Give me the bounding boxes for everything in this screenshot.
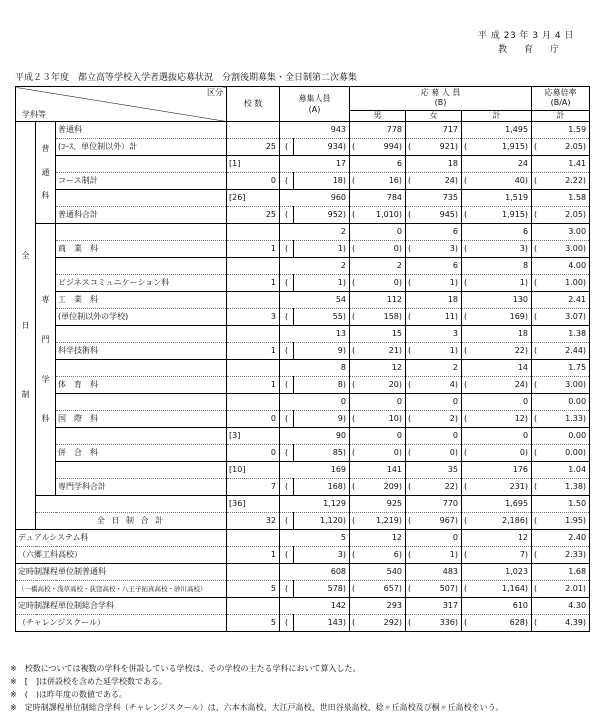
header-schools: 校 数 bbox=[227, 87, 280, 122]
row-label-main: 国 際 科 bbox=[56, 411, 227, 428]
recruit-value: 608 bbox=[280, 564, 350, 581]
prev-year-value: ( 945) bbox=[406, 207, 462, 224]
school-bracket: [26] bbox=[227, 190, 280, 207]
recruit-value: 2 bbox=[280, 258, 350, 275]
prev-year-value: ( 21) bbox=[350, 343, 406, 360]
row-label bbox=[56, 428, 227, 445]
recruit-prev-paren: ( bbox=[280, 139, 294, 156]
table-row bbox=[16, 190, 590, 207]
prev-year-value: ( 16) bbox=[350, 173, 406, 190]
female-value: 0 bbox=[406, 530, 462, 547]
recruit-value: 1,129 bbox=[280, 496, 350, 513]
school-count: 1 bbox=[227, 547, 280, 564]
prev-year-value: ( 2.33) bbox=[532, 547, 590, 564]
table-row-prev bbox=[16, 479, 590, 496]
prev-year-value: ( 0) bbox=[350, 241, 406, 258]
row-label-main: 併 合 科 bbox=[56, 445, 227, 462]
school-count: 25 bbox=[227, 139, 280, 156]
footnote: ※ 定時制課程単位制総合学科（チャレンジスクール）は、六本木高校、大江戸高校、世田谷泉高校、稔ヶ丘高校及び桐ヶ丘高校をいう。 bbox=[10, 703, 504, 712]
table-row-prev bbox=[16, 411, 590, 428]
prev-year-value: ( 2.44) bbox=[532, 343, 590, 360]
header-kubun: 区分 bbox=[207, 88, 224, 97]
female-value: 6 bbox=[406, 224, 462, 241]
table-row-prev bbox=[16, 377, 590, 394]
recruit-prev-paren: ( bbox=[280, 411, 294, 428]
ratio-value: 1.50 bbox=[532, 496, 590, 513]
table-row bbox=[16, 428, 590, 445]
table-row bbox=[16, 122, 590, 139]
ratio-value: 4.30 bbox=[532, 598, 590, 615]
footnotes bbox=[10, 662, 504, 714]
row-label-main: （チャレンジスクール） bbox=[16, 615, 227, 632]
school-count: 3 bbox=[227, 309, 280, 326]
footnote: ※ 校数については複数の学科を併設している学校は、その学校の主たる学科において算入した。 bbox=[10, 664, 361, 673]
school-count: 0 bbox=[227, 411, 280, 428]
prev-year-value: ( 1,915) bbox=[462, 139, 532, 156]
school-bracket bbox=[227, 530, 280, 547]
prev-year-value: ( 1.38) bbox=[532, 479, 590, 496]
male-value: 925 bbox=[350, 496, 406, 513]
table-row-prev bbox=[16, 173, 590, 190]
header-male: 男 bbox=[350, 110, 406, 121]
total-value: 176 bbox=[462, 462, 532, 479]
school-count: 1 bbox=[227, 343, 280, 360]
table-row bbox=[16, 530, 590, 547]
prev-year-value: ( 1) bbox=[406, 343, 462, 360]
prev-year-value: 1) bbox=[294, 241, 350, 258]
school-bracket bbox=[227, 394, 280, 411]
prev-year-value: ( 1,164) bbox=[462, 581, 532, 598]
prev-year-value: ( 1,915) bbox=[462, 207, 532, 224]
ratio-value: 3.00 bbox=[532, 224, 590, 241]
document-title: 平成２３年度 都立高等学校入学者選抜応募状況 分割後期募集・全日制第二次募集 bbox=[15, 73, 358, 83]
prev-year-value: ( 1,219) bbox=[350, 513, 406, 530]
table-row bbox=[16, 258, 590, 275]
school-count: 32 bbox=[227, 513, 280, 530]
school-bracket: [1] bbox=[227, 156, 280, 173]
table-row bbox=[16, 462, 590, 479]
ratio-value: 1.38 bbox=[532, 326, 590, 343]
header-kubun-cell bbox=[16, 87, 227, 122]
row-label bbox=[56, 224, 227, 241]
prev-year-value: ( 994) bbox=[350, 139, 406, 156]
school-count: 5 bbox=[227, 581, 280, 598]
prev-year-value: ( 3.07) bbox=[532, 309, 590, 326]
prev-year-value: ( 0) bbox=[350, 275, 406, 292]
prev-year-value: 168) bbox=[294, 479, 350, 496]
male-value: 141 bbox=[350, 462, 406, 479]
prev-year-value: ( 921) bbox=[406, 139, 462, 156]
recruit-prev-paren: ( bbox=[280, 275, 294, 292]
male-value: 112 bbox=[350, 292, 406, 309]
recruit-value: 142 bbox=[280, 598, 350, 615]
prev-year-value: ( 0) bbox=[350, 445, 406, 462]
male-value: 778 bbox=[350, 122, 406, 139]
male-value: 2 bbox=[350, 258, 406, 275]
table-row-prev bbox=[16, 581, 590, 598]
row-label-main: 商 業 科 bbox=[56, 241, 227, 258]
prev-year-value: ( 2,186) bbox=[462, 513, 532, 530]
prev-year-value: 9) bbox=[294, 343, 350, 360]
row-label: 定時制課程単位制普通科 bbox=[16, 564, 227, 581]
row-label: 工 業 科 bbox=[56, 292, 227, 309]
table-row bbox=[16, 360, 590, 377]
row-label bbox=[56, 360, 227, 377]
prev-year-value: 1,120) bbox=[294, 513, 350, 530]
ratio-value: 0.00 bbox=[532, 394, 590, 411]
row-label-main: ビジネスコミュニケーション科 bbox=[56, 275, 227, 292]
table-row bbox=[16, 496, 590, 513]
prev-year-value: ( 2.05) bbox=[532, 139, 590, 156]
row-label bbox=[56, 190, 227, 207]
header-total: 計 bbox=[462, 110, 532, 121]
prev-year-value: 55) bbox=[294, 309, 350, 326]
female-value: 770 bbox=[406, 496, 462, 513]
recruit-value: 54 bbox=[280, 292, 350, 309]
female-value: 3 bbox=[406, 326, 462, 343]
female-value: 6 bbox=[406, 258, 462, 275]
prev-year-value: 3) bbox=[294, 547, 350, 564]
prev-year-value: ( 169) bbox=[462, 309, 532, 326]
row-label-main: 科学技術科 bbox=[56, 343, 227, 360]
female-value: 35 bbox=[406, 462, 462, 479]
ratio-value: 2.41 bbox=[532, 292, 590, 309]
prev-year-value: ( 22) bbox=[406, 479, 462, 496]
prev-year-value: ( 4) bbox=[406, 377, 462, 394]
recruit-prev-paren: ( bbox=[280, 173, 294, 190]
prev-year-value: 18) bbox=[294, 173, 350, 190]
recruit-prev-paren: ( bbox=[280, 615, 294, 632]
table-row bbox=[16, 156, 590, 173]
row-label-main: 普通科合計 bbox=[56, 207, 227, 224]
prev-year-value: ( 0) bbox=[406, 445, 462, 462]
prev-year-value: ( 10) bbox=[350, 411, 406, 428]
prev-year-value: ( 507) bbox=[406, 581, 462, 598]
prev-year-value: 8) bbox=[294, 377, 350, 394]
prev-year-value: ( 1.33) bbox=[532, 411, 590, 428]
female-value: 0 bbox=[406, 428, 462, 445]
male-value: 0 bbox=[350, 224, 406, 241]
school-bracket: [36] bbox=[227, 496, 280, 513]
recruit-value: 13 bbox=[280, 326, 350, 343]
total-value: 0 bbox=[462, 394, 532, 411]
prev-year-value: 9) bbox=[294, 411, 350, 428]
school-count: 7 bbox=[227, 479, 280, 496]
total-value: 12 bbox=[462, 530, 532, 547]
total-value: 8 bbox=[462, 258, 532, 275]
row-label bbox=[36, 496, 227, 513]
prev-year-value: 952) bbox=[294, 207, 350, 224]
prev-year-value: ( 7) bbox=[462, 547, 532, 564]
table-row-prev bbox=[16, 547, 590, 564]
table-row bbox=[16, 326, 590, 343]
row-label-main: 全 日 制 合 計 bbox=[36, 513, 227, 530]
prev-year-value: ( 1.95) bbox=[532, 513, 590, 530]
school-bracket bbox=[227, 564, 280, 581]
male-value: 293 bbox=[350, 598, 406, 615]
footnote: ※ ( )は昨年度の数値である。 bbox=[10, 690, 127, 699]
prev-year-value: ( 628) bbox=[462, 615, 532, 632]
recruit-value: 5 bbox=[280, 530, 350, 547]
prev-year-value: ( 2.01) bbox=[532, 581, 590, 598]
prev-year-value: ( 40) bbox=[462, 173, 532, 190]
row-label-main: 専門学科合計 bbox=[56, 479, 227, 496]
prev-year-value: ( 336) bbox=[406, 615, 462, 632]
prev-year-value: ( 12) bbox=[462, 411, 532, 428]
prev-year-value: ( 1.00) bbox=[532, 275, 590, 292]
prev-year-value: ( 967) bbox=[406, 513, 462, 530]
recruit-value: 8 bbox=[280, 360, 350, 377]
prev-year-value: ( 209) bbox=[350, 479, 406, 496]
prev-year-value: 143) bbox=[294, 615, 350, 632]
row-label-main: コース制計 bbox=[56, 173, 227, 190]
row-label-main: （六郷工科高校） bbox=[16, 547, 227, 564]
prev-year-value: ( 20) bbox=[350, 377, 406, 394]
recruit-value: 960 bbox=[280, 190, 350, 207]
row-label-main: (ｺｰｽ、単位制以外）計 bbox=[56, 139, 227, 156]
school-bracket bbox=[227, 258, 280, 275]
table-row-prev bbox=[16, 343, 590, 360]
header-ratio-total: 計 bbox=[532, 110, 590, 121]
school-bracket bbox=[227, 224, 280, 241]
female-value: 18 bbox=[406, 292, 462, 309]
school-bracket bbox=[227, 360, 280, 377]
prev-year-value: ( 231) bbox=[462, 479, 532, 496]
recruit-value: 943 bbox=[280, 122, 350, 139]
ratio-value: 0.00 bbox=[532, 428, 590, 445]
prev-year-value: ( 4.39) bbox=[532, 615, 590, 632]
ratio-value: 1.68 bbox=[532, 564, 590, 581]
side-label-zennichisei: 全 日 制 bbox=[16, 122, 36, 530]
male-value: 12 bbox=[350, 360, 406, 377]
prev-year-value: ( 24) bbox=[462, 377, 532, 394]
prev-year-value: ( 11) bbox=[406, 309, 462, 326]
table-row-prev bbox=[16, 207, 590, 224]
row-label-main: 体 育 科 bbox=[56, 377, 227, 394]
footnote: ※ [ ]は併設校を含めた延学校数である。 bbox=[10, 677, 167, 686]
school-count: 5 bbox=[227, 615, 280, 632]
prev-year-value: ( 657) bbox=[350, 581, 406, 598]
total-value: 0 bbox=[462, 428, 532, 445]
prev-year-value: ( 1) bbox=[406, 275, 462, 292]
school-bracket bbox=[227, 292, 280, 309]
table-row-prev bbox=[16, 309, 590, 326]
header-oubo: 応 募 人 員 (B) bbox=[350, 87, 532, 111]
male-value: 0 bbox=[350, 394, 406, 411]
school-bracket: [3] bbox=[227, 428, 280, 445]
male-value: 784 bbox=[350, 190, 406, 207]
table-row-prev bbox=[16, 615, 590, 632]
prev-year-value: ( 3) bbox=[462, 241, 532, 258]
prev-year-value: ( 158) bbox=[350, 309, 406, 326]
prev-year-value: ( 3.00) bbox=[532, 377, 590, 394]
table-row-prev bbox=[16, 139, 590, 156]
ratio-value: 1.75 bbox=[532, 360, 590, 377]
row-label: 定時制課程単位制総合学科 bbox=[16, 598, 227, 615]
prev-year-value: ( 1,010) bbox=[350, 207, 406, 224]
prev-year-value: ( 22) bbox=[462, 343, 532, 360]
recruit-value: 90 bbox=[280, 428, 350, 445]
school-count: 1 bbox=[227, 377, 280, 394]
ratio-value: 1.04 bbox=[532, 462, 590, 479]
table-row-prev bbox=[16, 275, 590, 292]
prev-year-value: ( 24) bbox=[406, 173, 462, 190]
school-count: 0 bbox=[227, 173, 280, 190]
prev-year-value: ( 6) bbox=[350, 547, 406, 564]
school-count: 25 bbox=[227, 207, 280, 224]
table-row-prev bbox=[16, 445, 590, 462]
table-row bbox=[16, 394, 590, 411]
issuing-organization: 教育庁 bbox=[498, 45, 577, 55]
recruit-prev-paren: ( bbox=[280, 309, 294, 326]
school-count: 1 bbox=[227, 241, 280, 258]
recruit-value: 0 bbox=[280, 394, 350, 411]
row-label: デュアルシステム科 bbox=[16, 530, 227, 547]
prev-year-value: 1) bbox=[294, 275, 350, 292]
side-label-futsuka: 普 通 科 bbox=[36, 122, 56, 224]
total-value: 1,495 bbox=[462, 122, 532, 139]
male-value: 540 bbox=[350, 564, 406, 581]
header-boshu: 募集人員 (A) bbox=[280, 87, 350, 122]
ratio-value: 2.40 bbox=[532, 530, 590, 547]
prev-year-value: 85) bbox=[294, 445, 350, 462]
total-value: 6 bbox=[462, 224, 532, 241]
row-label bbox=[56, 462, 227, 479]
female-value: 483 bbox=[406, 564, 462, 581]
prev-year-value: ( 3.00) bbox=[532, 241, 590, 258]
recruit-prev-paren: ( bbox=[280, 581, 294, 598]
ratio-value: 4.00 bbox=[532, 258, 590, 275]
row-label-main: (単位制以外の学校) bbox=[56, 309, 227, 326]
total-value: 1,519 bbox=[462, 190, 532, 207]
table-row bbox=[16, 564, 590, 581]
row-label: 普通科 bbox=[56, 122, 227, 139]
male-value: 12 bbox=[350, 530, 406, 547]
table-row bbox=[16, 598, 590, 615]
female-value: 0 bbox=[406, 394, 462, 411]
header-gakka: 学科等 bbox=[22, 110, 46, 119]
row-label bbox=[56, 258, 227, 275]
prev-year-value: ( 1) bbox=[406, 547, 462, 564]
recruit-value: 169 bbox=[280, 462, 350, 479]
recruit-prev-paren: ( bbox=[280, 445, 294, 462]
table-row-prev bbox=[16, 241, 590, 258]
recruit-value: 2 bbox=[280, 224, 350, 241]
total-value: 18 bbox=[462, 326, 532, 343]
male-value: 0 bbox=[350, 428, 406, 445]
school-bracket bbox=[227, 122, 280, 139]
recruit-prev-paren: ( bbox=[280, 513, 294, 530]
school-bracket bbox=[227, 598, 280, 615]
school-count: 1 bbox=[227, 275, 280, 292]
total-value: 14 bbox=[462, 360, 532, 377]
table-row bbox=[16, 292, 590, 309]
recruit-prev-paren: ( bbox=[280, 241, 294, 258]
total-value: 1,023 bbox=[462, 564, 532, 581]
ratio-value: 1.41 bbox=[532, 156, 590, 173]
prev-year-value: ( 292) bbox=[350, 615, 406, 632]
recruit-prev-paren: ( bbox=[280, 343, 294, 360]
recruit-prev-paren: ( bbox=[280, 207, 294, 224]
prev-year-value: ( 2) bbox=[406, 411, 462, 428]
recruit-value: 17 bbox=[280, 156, 350, 173]
prev-year-value: ( 2.05) bbox=[532, 207, 590, 224]
recruit-prev-paren: ( bbox=[280, 479, 294, 496]
total-value: 130 bbox=[462, 292, 532, 309]
row-label-main: （一橋高校・浅草高校・荻窪高校・八王子拓真高校・砂川高校） bbox=[16, 581, 227, 598]
header-ratio: 応募倍率 (B/A) bbox=[532, 87, 590, 111]
prev-year-value: ( 0) bbox=[462, 445, 532, 462]
row-label bbox=[56, 326, 227, 343]
ratio-value: 1.59 bbox=[532, 122, 590, 139]
table-row-prev bbox=[16, 513, 590, 530]
header-female: 女 bbox=[406, 110, 462, 121]
application-status-table bbox=[15, 86, 590, 632]
side-label-senmon: 専 門 学 科 bbox=[36, 224, 56, 496]
report-date: 平 成 23 年 3 月 4 日 bbox=[478, 31, 574, 41]
school-bracket bbox=[227, 326, 280, 343]
prev-year-value: ( 3) bbox=[406, 241, 462, 258]
total-value: 1,695 bbox=[462, 496, 532, 513]
female-value: 317 bbox=[406, 598, 462, 615]
recruit-prev-paren: ( bbox=[280, 547, 294, 564]
male-value: 6 bbox=[350, 156, 406, 173]
prev-year-value: 578) bbox=[294, 581, 350, 598]
ratio-value: 1.58 bbox=[532, 190, 590, 207]
prev-year-value: ( 2.22) bbox=[532, 173, 590, 190]
table-row bbox=[16, 224, 590, 241]
total-value: 24 bbox=[462, 156, 532, 173]
total-value: 610 bbox=[462, 598, 532, 615]
female-value: 2 bbox=[406, 360, 462, 377]
male-value: 15 bbox=[350, 326, 406, 343]
row-label bbox=[56, 156, 227, 173]
female-value: 735 bbox=[406, 190, 462, 207]
female-value: 717 bbox=[406, 122, 462, 139]
school-bracket: [10] bbox=[227, 462, 280, 479]
prev-year-value: ( 1) bbox=[462, 275, 532, 292]
prev-year-value: 934) bbox=[294, 139, 350, 156]
school-count: 0 bbox=[227, 445, 280, 462]
recruit-prev-paren: ( bbox=[280, 377, 294, 394]
prev-year-value: ( 0.00) bbox=[532, 445, 590, 462]
female-value: 18 bbox=[406, 156, 462, 173]
row-label bbox=[56, 394, 227, 411]
